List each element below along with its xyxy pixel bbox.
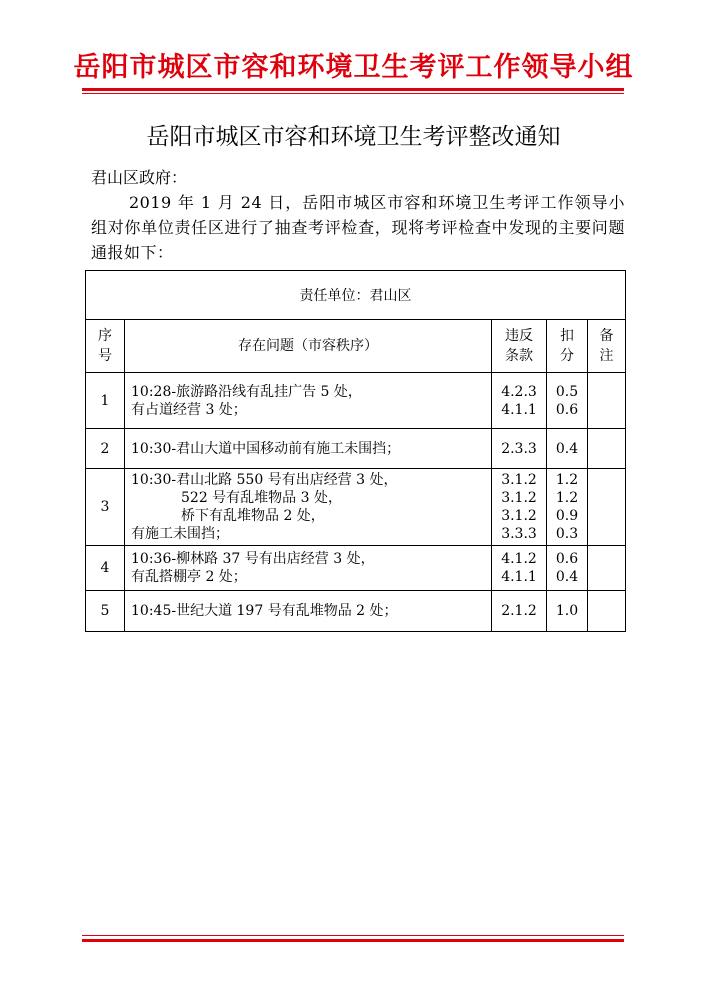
row-issue: 10:45-世纪大道 197 号有乱堆物品 2 处； — [125, 591, 492, 632]
header-row — [86, 320, 626, 373]
table-row — [86, 373, 626, 429]
row-number: 5 — [86, 591, 125, 632]
row-code: 3.1.2 3.1.2 3.1.2 3.3.3 — [492, 469, 547, 546]
header-issue: 存在问题（市容秩序） — [125, 320, 492, 373]
row-number: 4 — [86, 546, 125, 591]
header-points: 扣 分 — [547, 320, 588, 373]
footer-rule-thin — [82, 935, 624, 936]
row-code: 2.1.2 — [492, 591, 547, 632]
header-rule-thin — [82, 93, 624, 94]
row-note — [588, 373, 626, 429]
table-row — [86, 469, 626, 546]
org-header-title: 岳阳市城区市容和环境卫生考评工作领导小组 — [73, 52, 634, 83]
row-number: 1 — [86, 373, 125, 429]
row-issue: 10:36-柳林路 37 号有出店经营 3 处， 有乱搭棚亭 2 处； — [125, 546, 492, 591]
row-number: 3 — [86, 469, 125, 546]
intro-paragraph: 2019 年 1 月 24 日，岳阳市城区市容和环境卫生考评工作领导小组对你单位责任区进行了抽查考评检查，现将考评检查中发现的主要问题通报如下： — [91, 193, 625, 262]
row-issue: 10:30-君山大道中国移动前有施工未围挡； — [125, 429, 492, 469]
row-points: 0.5 0.6 — [547, 373, 588, 429]
row-note — [588, 546, 626, 591]
table-row — [86, 591, 626, 632]
header-code: 违反 条款 — [492, 320, 547, 373]
salutation: 君山区政府： — [91, 168, 188, 187]
row-points: 1.2 1.2 0.9 0.3 — [547, 469, 588, 546]
row-code: 4.1.2 4.1.1 — [492, 546, 547, 591]
table-row — [86, 546, 626, 591]
row-code: 2.3.3 — [492, 429, 547, 469]
footer-rule-thick — [82, 939, 624, 942]
header-rule-thick — [82, 88, 624, 91]
row-note — [588, 469, 626, 546]
inspection-table — [85, 270, 626, 632]
responsible-unit: 责任单位：君山区 — [86, 271, 626, 320]
header-note: 备 注 — [588, 320, 626, 373]
row-note — [588, 591, 626, 632]
unit-row — [86, 271, 626, 320]
document-title: 岳阳市城区市容和环境卫生考评整改通知 — [146, 124, 561, 150]
row-points: 1.0 — [547, 591, 588, 632]
row-note — [588, 429, 626, 469]
row-number: 2 — [86, 429, 125, 469]
row-issue: 10:30-君山北路 550 号有出店经营 3 处， 522 号有乱堆物品 3 处， 桥下有乱堆物品 2 处， 有施工未围挡； — [125, 469, 492, 546]
header-no: 序 号 — [86, 320, 125, 373]
row-code: 4.2.3 4.1.1 — [492, 373, 547, 429]
table-row — [86, 429, 626, 469]
row-points: 0.4 — [547, 429, 588, 469]
row-points: 0.6 0.4 — [547, 546, 588, 591]
row-issue: 10:28-旅游路沿线有乱挂广告 5 处， 有占道经营 3 处； — [125, 373, 492, 429]
